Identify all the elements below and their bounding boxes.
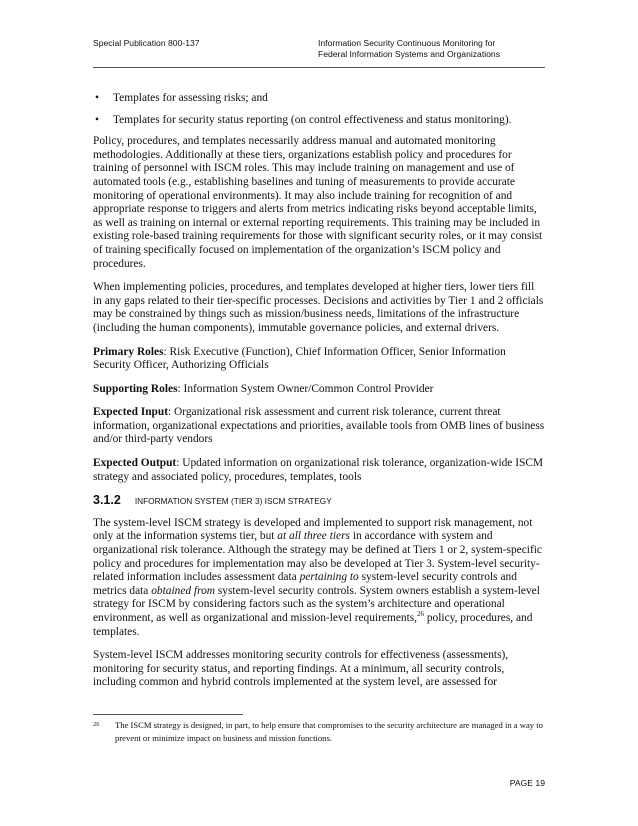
expected-input-label: Expected Input xyxy=(93,406,169,419)
footnote xyxy=(93,714,545,744)
supporting-roles xyxy=(93,383,545,397)
supporting-roles-label: Supporting Roles xyxy=(93,382,178,395)
section-title: INFORMATION SYSTEM (TIER 3) ISCM STRATEGY xyxy=(134,496,332,507)
header-divider xyxy=(93,67,545,68)
section-number: 3.1.2 xyxy=(93,493,121,508)
header-title-line2: Federal Information Systems and Organizations xyxy=(318,49,500,59)
header-title-line1: Information Security Continuous Monitoring for xyxy=(318,38,496,48)
emphasis-text: at all three tiers xyxy=(277,530,350,543)
text-run: The system-level ISCM strategy is developed and implemented to support risk management, not only at the information systems tier, but xyxy=(93,516,533,543)
expected-output xyxy=(93,457,545,484)
footnote-body xyxy=(93,719,545,744)
bullet-text: Templates for assessing risks; and xyxy=(113,92,268,104)
supporting-roles-text: : Information System Owner/Common Control Provider xyxy=(177,382,434,395)
primary-roles-label: Primary Roles xyxy=(93,345,164,358)
list-item xyxy=(93,114,545,128)
text-run: policy, procedures, and templates. xyxy=(93,612,533,638)
paragraph-system-monitoring: System-level ISCM addresses monitoring security controls for effectiveness (assessments), monitoring for security status, and reporting findings. At a minimum, all security controls, including common and hybrid controls implemented at the system level, are assessed for xyxy=(93,649,509,689)
footnote-number: 26 xyxy=(93,721,100,728)
emphasis-text: obtained from xyxy=(151,584,216,597)
footnote-divider xyxy=(93,714,243,715)
header-title xyxy=(318,38,500,60)
footnote-reference[interactable]: 26 xyxy=(417,610,425,619)
bullet-icon: • xyxy=(95,113,99,126)
section-heading xyxy=(93,494,545,509)
expected-output-label: Expected Output xyxy=(93,457,177,470)
header-publication: Special Publication 800-137 xyxy=(93,38,200,48)
primary-roles-text: : Risk Executive (Function), Chief Information Officer, Senior Information Security Officer, Authorizing Officials xyxy=(93,345,506,372)
text-run: system-level security controls and metrics data xyxy=(93,571,517,597)
bullet-icon: • xyxy=(95,92,99,104)
bullet-list xyxy=(93,92,545,127)
page-number: PAGE 19 xyxy=(509,778,545,788)
expected-input xyxy=(93,406,545,447)
footnote-text: The ISCM strategy is designed, in part, to help ensure that compromises to the security architecture are managed in a way to prevent or minimize impact on business and mission functions. xyxy=(115,720,543,743)
paragraph-training: Policy, procedures, and templates necessarily address manual and automated monitoring methodologies. Additionally at these tiers, organizations establish policy and procedures for training of personnel with ISCM roles. This may include training on management and use of automated tools (e.g., establishing baselines and tuning of measurements to provide accurate monitoring of operational environments). It may also include training for recognition of and appropriate response to triggers and alerts from metrics indicating risks beyond acceptable limits, as well as training on internal or external reporting requirements. This training may be included in existing role-based training requirements for those with significant security roles, or it may consist of training specifically focused on implementation of the organization’s ISCM policy and procedures. xyxy=(93,135,543,270)
list-item xyxy=(93,92,545,106)
bullet-text: Templates for security status reporting (on control effectiveness and status monitoring). xyxy=(113,113,512,126)
paragraph-lower-tiers: When implementing policies, procedures, and templates developed at higher tiers, lower tiers fill in any gaps related to their tier-specific processes. Decisions and activities by Tier 1 and 2 officials may be constrained by things such as mission/business needs, limitations of the infrastructure (including the human components), immutable governance policies, and external drivers. xyxy=(93,281,544,334)
paragraph-system-strategy xyxy=(93,517,545,639)
expected-input-text: : Organizational risk assessment and current risk tolerance, current threat information, organizational expectations and priorities, available tools from OMB lines of business and/or third-party vendors xyxy=(93,406,545,446)
emphasis-text: pertaining to xyxy=(299,571,359,584)
expected-output-text: : Updated information on organizational risk tolerance, organization-wide ISCM strategy and associated policy, procedures, templates, tools xyxy=(93,457,544,483)
primary-roles xyxy=(93,346,545,373)
body-content xyxy=(93,92,545,700)
text-run: system-level security controls. System owners establish a system-level strategy for ISCM by considering factors such as the system’s architecture and operational environment, as well as organizational and mission-level requirements, xyxy=(93,584,540,624)
text-run: in accordance with system and organizational risk tolerance. Although the strategy may be defined at Tiers 1 or 2, system-specific policy and procedures for implementation may also be developed at Tier 3. System-level security-related information includes assessment data xyxy=(93,530,542,584)
